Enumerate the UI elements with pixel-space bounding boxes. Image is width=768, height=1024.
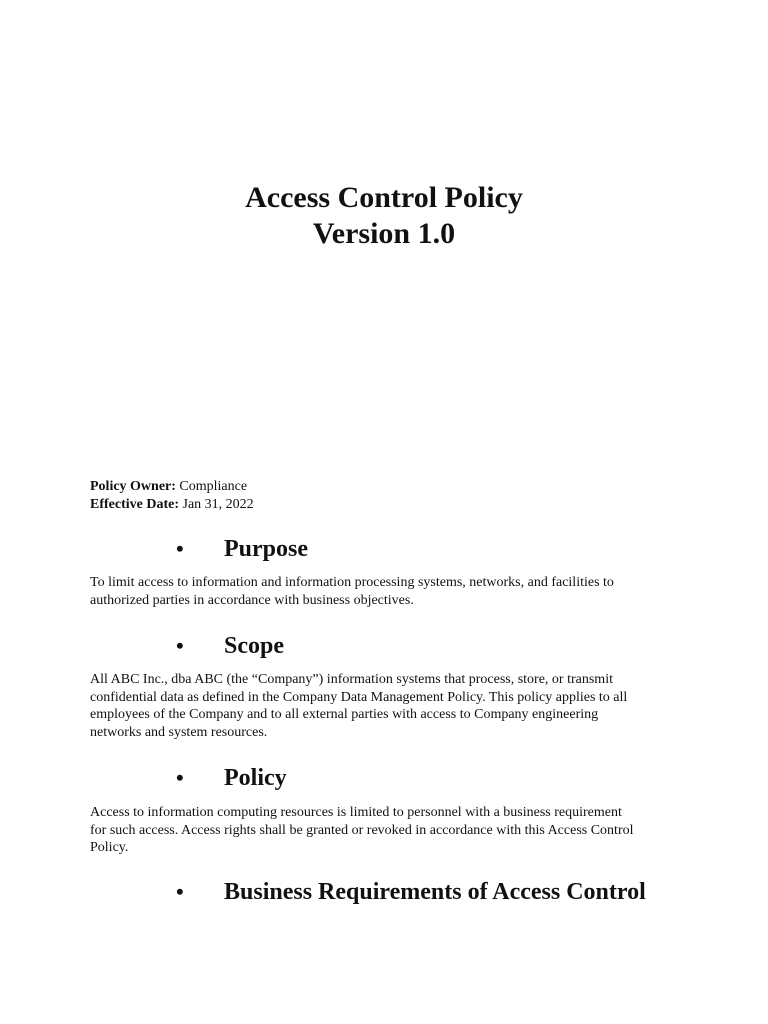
section-heading-text: Purpose <box>224 536 308 562</box>
document-title: Access Control Policy <box>245 181 523 214</box>
section-heading-business-requirements <box>0 877 768 907</box>
effective-date-label: Effective Date: <box>90 497 180 512</box>
section-heading-scope <box>0 631 768 661</box>
section-body-purpose: To limit access to information and information processing systems, networks, and facilities to authorized parties in accordance with business objectives. <box>90 575 614 608</box>
policy-owner-label: Policy Owner: <box>90 479 176 494</box>
section-heading-policy <box>0 763 768 793</box>
policy-meta <box>90 478 254 514</box>
effective-date-row <box>90 496 254 514</box>
bullet-icon: • <box>176 633 184 658</box>
section-heading-text: Scope <box>224 633 284 659</box>
bullet-icon: • <box>176 536 184 561</box>
policy-owner-row <box>90 478 254 496</box>
section-heading-purpose <box>0 534 768 564</box>
document-version: Version 1.0 <box>312 217 456 250</box>
effective-date-value: Jan 31, 2022 <box>179 497 254 512</box>
title-block <box>0 180 768 252</box>
section-heading-text: Business Requirements of Access Control <box>224 879 646 905</box>
policy-owner-value: Compliance <box>175 479 248 494</box>
bullet-icon: • <box>176 879 184 904</box>
section-heading-text: Policy <box>224 765 287 791</box>
section-body-scope: All ABC Inc., dba ABC (the “Company”) information systems that process, store, or transmit confidential data as defined in the Company Data Management Policy. This policy applies to all employees of the Company and to all external parties with access to Company engineering networks and system resources. <box>90 672 628 740</box>
section-body-policy: Access to information computing resources is limited to personnel with a business requirement for such access. Access rights shall be granted or revoked in accordance with this Access Control Policy. <box>90 805 634 855</box>
bullet-icon: • <box>176 765 184 790</box>
